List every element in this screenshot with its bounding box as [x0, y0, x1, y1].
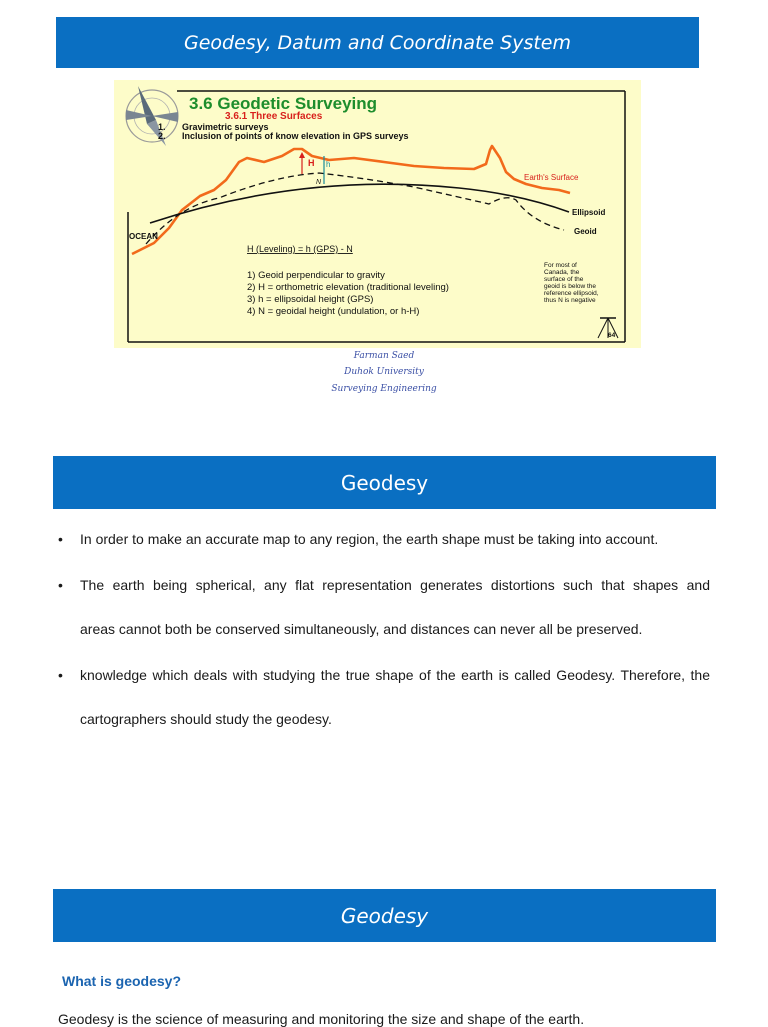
bullet-text-2-line-2: areas cannot both be conserved simultaneously, and distances can never all be preserved. [80, 621, 643, 637]
slide-note-line-1: For most of [544, 262, 577, 269]
what-is-geodesy-heading: What is geodesy? [62, 973, 182, 989]
label-H: H [308, 158, 315, 168]
slide-note-line-4: geoid is below the [544, 283, 597, 290]
label-h: h [326, 160, 331, 169]
label-N: N [316, 179, 322, 186]
document-title-banner [56, 17, 699, 68]
bullet-text-3-line-1: knowledge which deals with studying the true shape of the earth is called Geodesy. Therefore, the [80, 667, 710, 683]
earth-surface-line [132, 146, 570, 254]
section-geodesy-title: Geodesy [340, 470, 429, 495]
label-ellipsoid: Ellipsoid [572, 208, 606, 217]
credit-department: Surveying Engineering [331, 384, 437, 394]
slide-title: 3.6 Geodetic Surveying [189, 94, 378, 113]
slide-list-text-2: Inclusion of points of know elevation in GPS surveys [182, 131, 409, 141]
section-geodesy-banner-2 [53, 889, 716, 942]
credit-university: Duhok University [344, 367, 424, 377]
label-earth-surface: Earth's Surface [524, 173, 579, 182]
bullet-text-1: In order to make an accurate map to any region, the earth shape must be taking into account. [80, 531, 659, 547]
slide-subtitle: 3.6.1 Three Surfaces [225, 111, 323, 122]
bullet-text-2-line-1: The earth being spherical, any flat representation generates distortions such that shapes and [80, 577, 710, 593]
slide-page-number: 64 [608, 332, 616, 339]
slide-note-line-3: surface of the [544, 276, 584, 283]
label-ocean: OCEAN [129, 232, 158, 241]
geodetic-surveying-slide [114, 80, 641, 348]
slide-equation: H (Leveling) = h (GPS) - N [247, 244, 353, 254]
slide-definition-2: 2) H = orthometric elevation (traditional leveling) [247, 282, 449, 293]
bullet-marker: • [58, 531, 63, 547]
credit-author: Farman Saed [353, 351, 415, 361]
bullet-text-3-line-2: cartographers should study the geodesy. [80, 711, 332, 727]
slide-note-line-5: reference ellipsoid, [544, 290, 599, 297]
slide-list-text-1: Gravimetric surveys [182, 122, 269, 132]
document-title: Geodesy, Datum and Coordinate System [183, 31, 571, 54]
slide-definition-4: 4) N = geoidal height (undulation, or h-H) [247, 306, 420, 317]
slide-definition-1: 1) Geoid perpendicular to gravity [247, 270, 385, 281]
geodesy-definition: Geodesy is the science of measuring and monitoring the size and shape of the earth. [58, 1011, 585, 1027]
compass-rose-icon [126, 86, 178, 146]
geoid-line [146, 173, 564, 244]
section-geodesy-banner [53, 456, 716, 509]
label-geoid: Geoid [574, 227, 597, 236]
section-geodesy-title-2: Geodesy [340, 903, 429, 928]
bullet-marker: • [58, 577, 63, 593]
slide-diagram [114, 80, 641, 348]
bullet-marker: • [58, 667, 63, 683]
slide-list-num-2: 2. [158, 131, 166, 141]
slide-list-num-1: 1. [158, 122, 166, 132]
slide-note-line-6: thus N is negative [544, 297, 596, 304]
slide-definition-3: 3) h = ellipsoidal height (GPS) [247, 294, 374, 305]
slide-note-line-2: Canada, the [544, 269, 580, 276]
